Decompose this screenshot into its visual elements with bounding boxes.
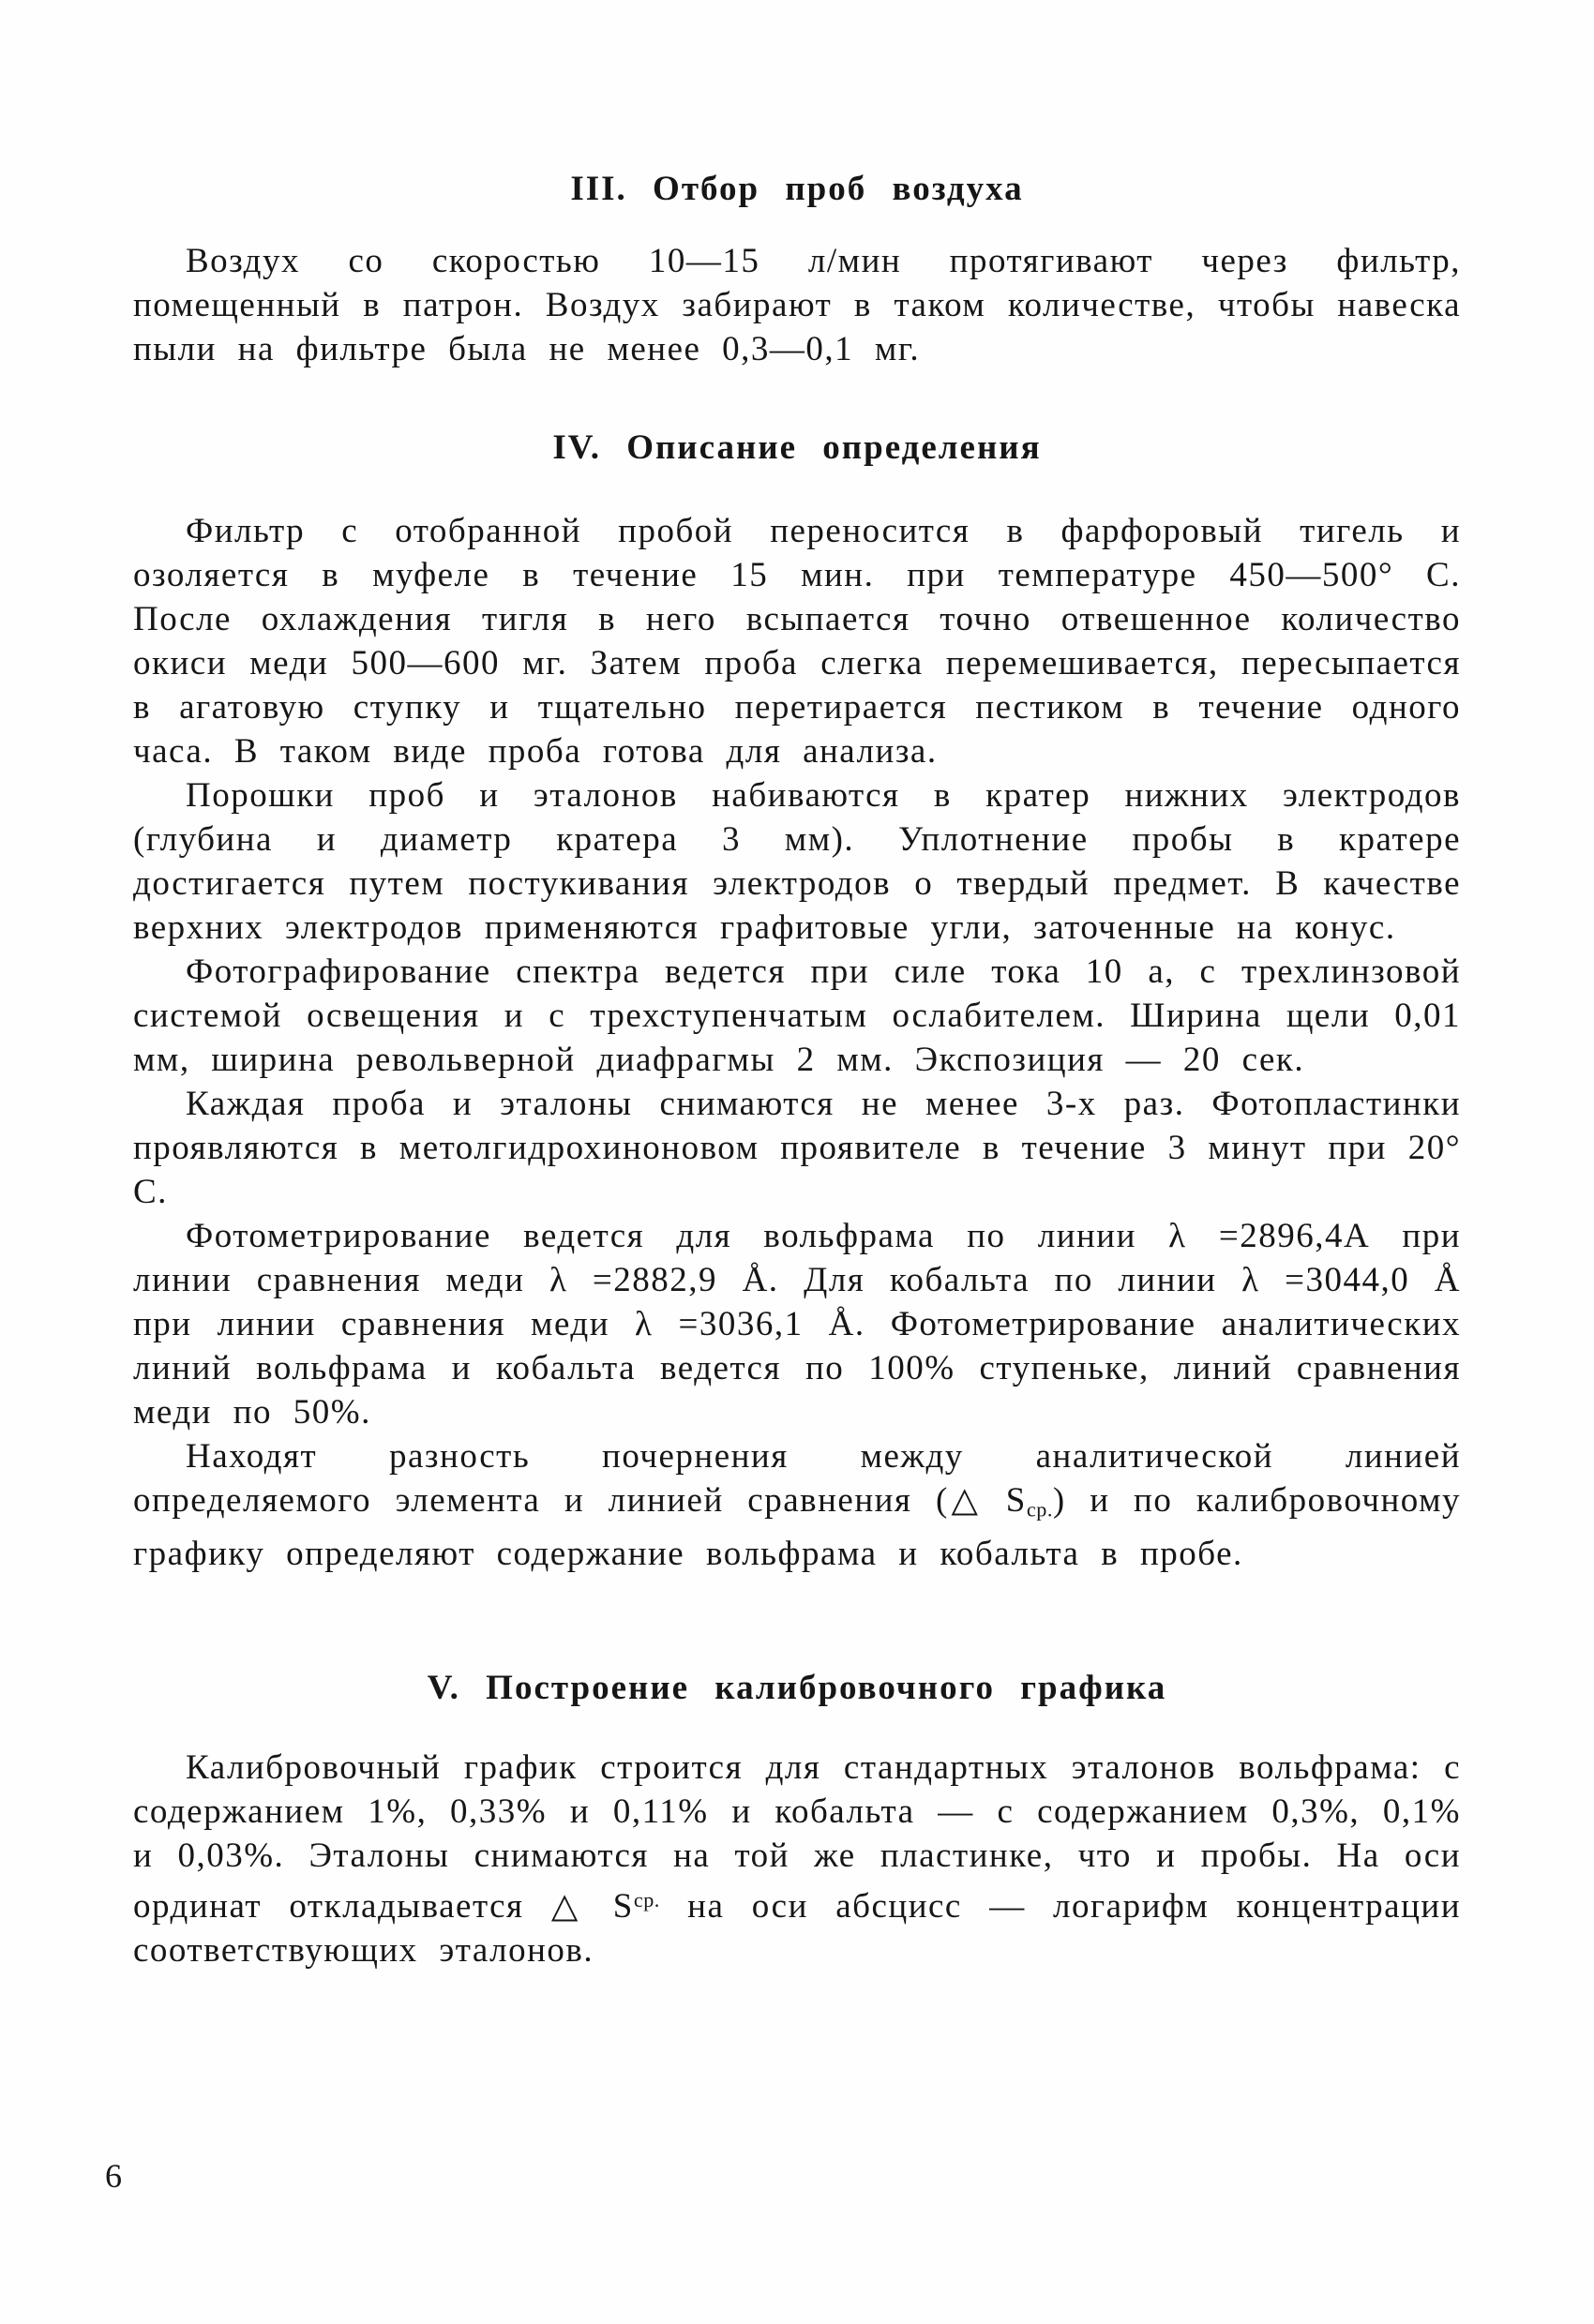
page-content [133,167,1461,1972]
paragraph: Порошки проб и эталонов набиваются в кратер нижних электродов (глубина и диаметр кратера 3 мм). Уплотнение пробы в кратере достигается путем постукивания электродов о твердый предмет. В качестве верхних электродов применяются графитовые угли, заточенные на конус. [133,776,1461,947]
paragraph: Калибровочный график строится для стандартных эталонов вольфрама: с содержанием 1%, 0,33% и 0,11% и кобальта — с содержанием 0,3%, 0,1% и 0,03%. Эталоны снимаются на той же пластинке, что и пробы. На оси ординат откладывается △ $S^{ср.}$ на оси абсцисс — логарифм концентрации соответствующих эталонов. [133,1747,1461,1970]
paragraph: Фотометрирование ведется для вольфрама по линии λ =2896,4А при линии сравнения меди λ =2882,9 Å. Для кобальта по линии λ =3044,0 Å при линии сравнения меди λ =3036,1 Å. Фотометрирование аналитических линий вольфрама и кобальта ведется по 100% ступеньке, линий сравнения меди по 50%. [133,1217,1461,1432]
paragraph: Каждая проба и эталоны снимаются не менее 3-х раз. Фотопластинки проявляются в метолгидрохиноновом проявителе в течение 3 минут при 20° С. [133,1085,1461,1211]
section-heading: V. Построение калибровочного графика [427,1668,1167,1707]
page-number: 6 [105,2157,122,2195]
sub-text: ср. [1026,1497,1053,1522]
section-V [133,1666,1461,1972]
section-III [133,167,1461,371]
section-IV [133,426,1461,1576]
section-heading: IV. Описание определения [552,428,1042,467]
paragraph: Воздух со скоростью 10—15 л/мин протягивают через фильтр, помещенный в патрон. Воздух забирают в таком количестве, чтобы навеска пыли на фильтре была не менее 0,3—0,1 мг. [133,242,1461,368]
paragraph: Фильтр с отобранной пробой переносится в фарфоровый тигель и озоляется в муфеле в течение 15 мин. при температуре 450—500° С. После охлаждения тигля в него всыпается точно отвешенное количество окиси меди 500—600 мг. Затем проба слегка перемешивается, пересыпается в агатовую ступку и тщательно перетирается пестиком в течение одного часа. В таком виде проба готова для анализа. [133,512,1461,771]
paragraph: Находят разность почернения между аналитической линией определяемого элемента и линией сравнения (△ $S_{ср.}$) и по калибровочному графику определяют содержание вольфрама и кобальта в пробе. [133,1437,1461,1573]
sup-text: ср. [633,1887,660,1912]
section-heading: III. Отбор проб воздуха [570,170,1024,208]
paragraph: Фотографирование спектра ведется при силе тока 10 а, с трехлинзовой системой освещения и с трехступенчатым ослабителем. Ширина щели 0,01 мм, ширина револьверной диафрагмы 2 мм. Экспозиция — 20 сек. [133,952,1461,1079]
